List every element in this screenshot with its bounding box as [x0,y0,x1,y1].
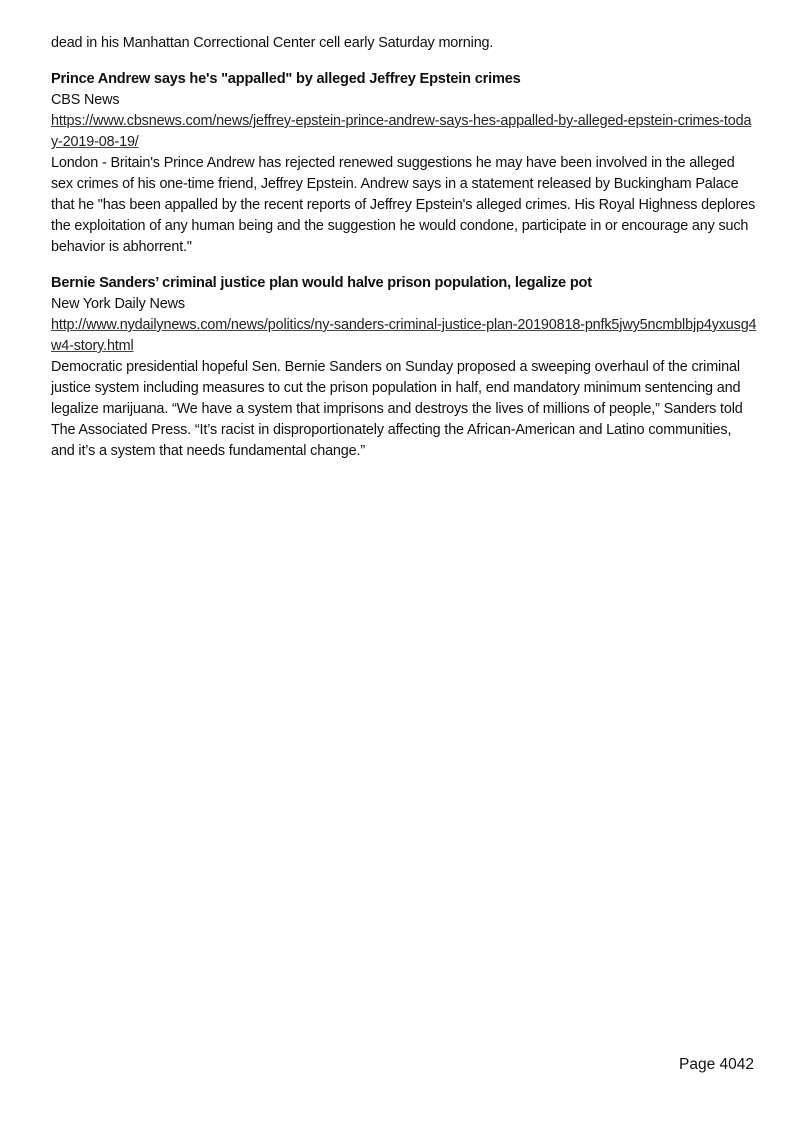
article-link[interactable]: http://www.nydailynews.com/news/politics/ny-sanders-criminal-justice-plan-20190818-pnfk5jwy5ncmblbjp4yxusg4w4-story.html [51,317,757,354]
article-prince-andrew [51,69,757,258]
document-content [51,33,757,462]
article-headline: Prince Andrew says he's "appalled" by alleged Jeffrey Epstein crimes [51,71,521,87]
article-headline: Bernie Sanders’ criminal justice plan would halve prison population, legalize pot [51,275,592,291]
article-body: London - Britain's Prince Andrew has rejected renewed suggestions he may have been involved in the alleged sex crimes of his one-time friend, Jeffrey Epstein. Andrew says in a statement released by Buckingham Palace that he "has been appalled by the recent reports of Jeffrey Epstein's alleged crimes. His Royal Highness deplores the exploitation of any human being and the suggestion he would condone, participate in or encourage any such behavior is abhorrent." [51,155,756,255]
article-bernie-sanders [51,273,757,462]
lead-paragraph: dead in his Manhattan Correctional Center cell early Saturday morning. [51,35,494,51]
article-source: CBS News [51,92,120,108]
article-link[interactable]: https://www.cbsnews.com/news/jeffrey-epstein-prince-andrew-says-hes-appalled-by-alleged-epstein-crimes-today-2019-08-19/ [51,113,752,150]
page-number: Page 4042 [679,1056,754,1073]
article-source: New York Daily News [51,296,185,312]
article-body: Democratic presidential hopeful Sen. Bernie Sanders on Sunday proposed a sweeping overhaul of the criminal justice system including measures to cut the prison population in half, end mandatory minimum sentencing and legalize marijuana. “We have a system that imprisons and destroys the lives of millions of people,” Sanders told The Associated Press. “It’s racist in disproportionately affecting the African-American and Latino communities, and it’s a system that needs fundamental change.” [51,359,743,459]
